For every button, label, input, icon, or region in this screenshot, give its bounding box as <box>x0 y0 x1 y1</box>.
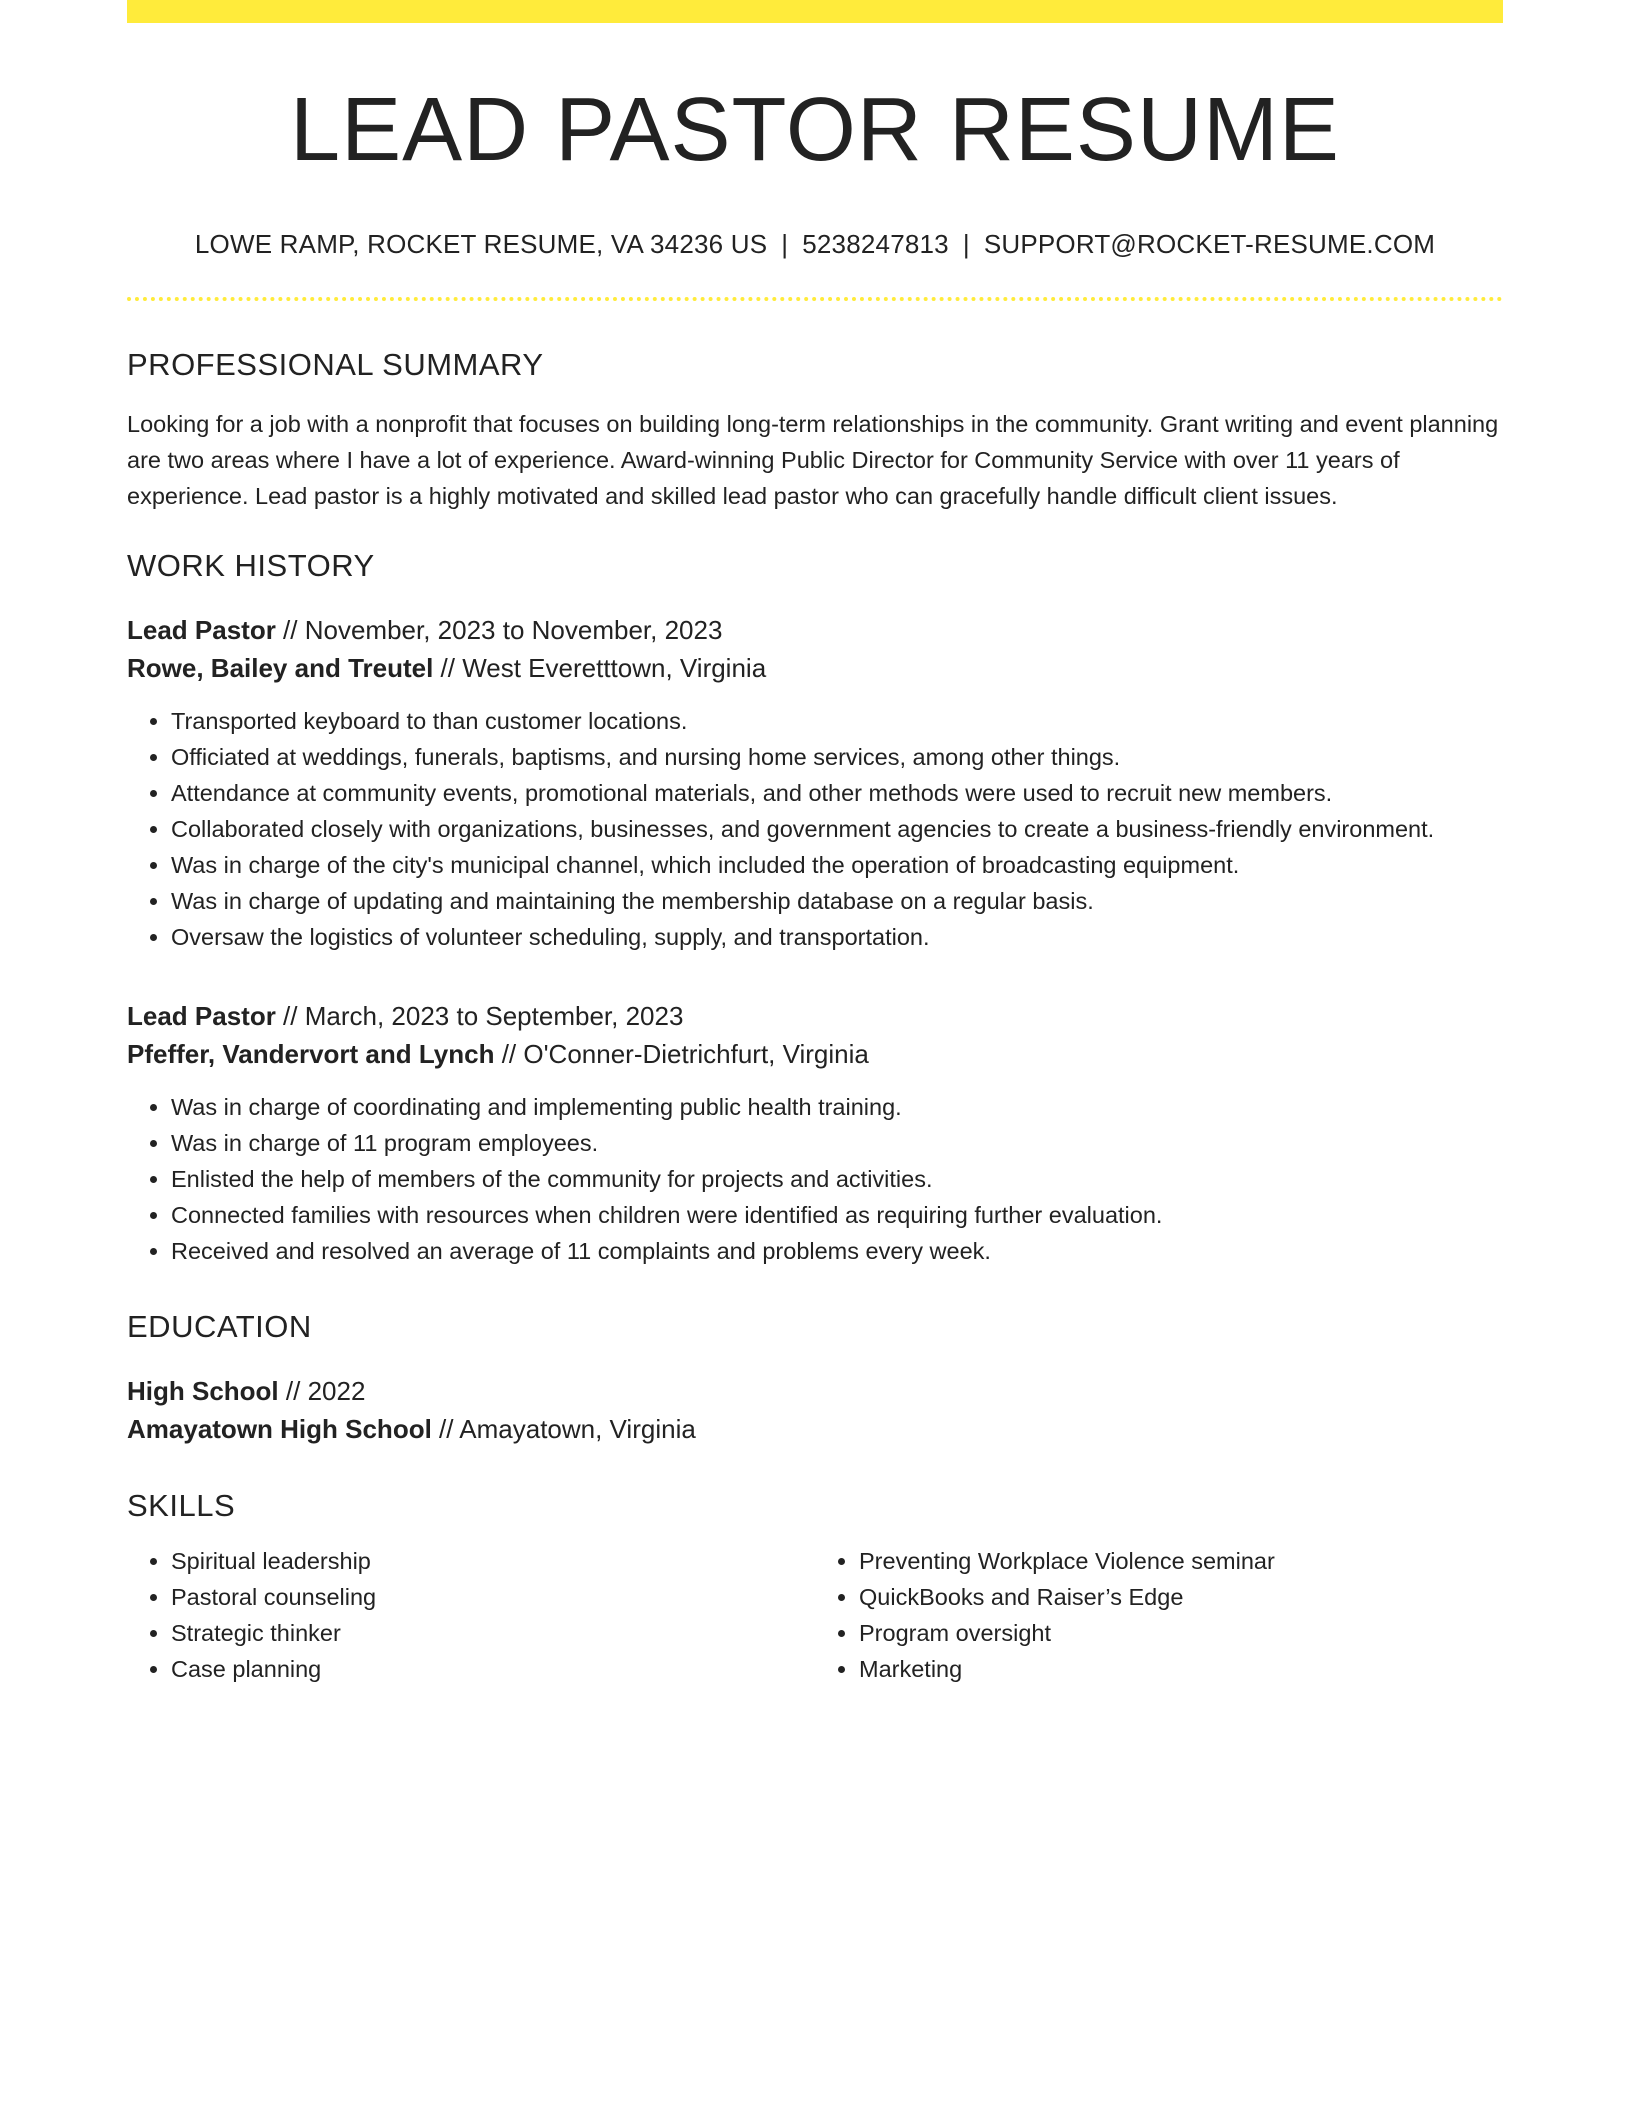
skills-list <box>127 1543 1503 1687</box>
skills-column-left <box>127 1543 815 1687</box>
job-title-line <box>127 997 1503 1035</box>
job-bullet: • Enlisted the help of members of the community for projects and activities. <box>171 1161 1503 1197</box>
education-degree-line <box>127 1372 1503 1410</box>
job-company: Rowe, Bailey and Treutel <box>127 653 434 683</box>
resume-page <box>127 0 1503 1687</box>
education-entry <box>127 1372 1503 1448</box>
job-bullet: • Oversaw the logistics of volunteer scheduling, supply, and transportation. <box>171 919 1503 955</box>
work-history-heading: WORK HISTORY <box>127 548 375 583</box>
job-location: // O'Conner-Dietrichfurt, Virginia <box>494 1039 869 1069</box>
education-school: Amayatown High School <box>127 1414 432 1444</box>
education-school-line <box>127 1410 1503 1448</box>
skill-item: • Preventing Workplace Violence seminar <box>859 1543 1503 1579</box>
contact-email: SUPPORT@ROCKET-RESUME.COM <box>983 229 1436 259</box>
skill-item: • Spiritual leadership <box>171 1543 815 1579</box>
job-bullet: • Was in charge of coordinating and implementing public health training. <box>171 1089 1503 1125</box>
skill-item: • Case planning <box>171 1651 815 1687</box>
job-company: Pfeffer, Vandervort and Lynch <box>127 1039 495 1069</box>
job-bullet: • Collaborated closely with organizations, businesses, and government agencies to create a business-friendly environment. <box>171 811 1503 847</box>
education-degree: High School <box>127 1376 279 1406</box>
job-title: Lead Pastor <box>127 615 276 645</box>
job-bullet: • Officiated at weddings, funerals, baptisms, and nursing home services, among other things. <box>171 739 1503 775</box>
contact-separator: | <box>781 229 789 259</box>
job-dates: // March, 2023 to September, 2023 <box>275 1001 684 1031</box>
skills-heading: SKILLS <box>127 1488 236 1523</box>
job-bullet: • Was in charge of the city's municipal channel, which included the operation of broadcasting equipment. <box>171 847 1503 883</box>
job-entry <box>127 997 1503 1269</box>
job-bullet: • Received and resolved an average of 11 complaints and problems every week. <box>171 1233 1503 1269</box>
job-company-line <box>127 649 1503 687</box>
job-bullets <box>127 1089 1503 1269</box>
education-location: // Amayatown, Virginia <box>431 1414 696 1444</box>
header-divider <box>127 297 1503 301</box>
education-year: // 2022 <box>278 1376 366 1406</box>
top-accent-bar <box>127 0 1503 23</box>
contact-line <box>127 231 1503 257</box>
skill-item: • Strategic thinker <box>171 1615 815 1651</box>
skill-item: • Pastoral counseling <box>171 1579 815 1615</box>
job-bullet: • Transported keyboard to than customer locations. <box>171 703 1503 739</box>
contact-address: LOWE RAMP, ROCKET RESUME, VA 34236 US <box>194 229 768 259</box>
job-title: Lead Pastor <box>127 1001 276 1031</box>
skill-item: • Program oversight <box>859 1615 1503 1651</box>
summary-heading: PROFESSIONAL SUMMARY <box>127 347 544 382</box>
job-bullet: • Was in charge of updating and maintaining the membership database on a regular basis. <box>171 883 1503 919</box>
job-location: // West Everetttown, Virginia <box>433 653 767 683</box>
skill-item: • Marketing <box>859 1651 1503 1687</box>
contact-separator: | <box>962 229 970 259</box>
job-dates: // November, 2023 to November, 2023 <box>275 615 723 645</box>
job-company-line <box>127 1035 1503 1073</box>
education-heading: EDUCATION <box>127 1309 312 1344</box>
job-entry <box>127 611 1503 955</box>
contact-phone: 5238247813 <box>802 229 949 259</box>
skill-item: • QuickBooks and Raiser’s Edge <box>859 1579 1503 1615</box>
job-bullet: • Was in charge of 11 program employees. <box>171 1125 1503 1161</box>
job-title-line <box>127 611 1503 649</box>
job-bullet: • Attendance at community events, promotional materials, and other methods were used to recruit new members. <box>171 775 1503 811</box>
job-bullets <box>127 703 1503 955</box>
job-bullet: • Connected families with resources when children were identified as requiring further evaluation. <box>171 1197 1503 1233</box>
page-title: LEAD PASTOR RESUME <box>290 80 1340 180</box>
skills-column-right <box>815 1543 1503 1687</box>
summary-text: Looking for a job with a nonprofit that focuses on building long-term relationships in the community. Grant writing and event planning are two areas where I have a lot of experience. Award-winning Public Director for Community Service with over 11 years of experience. Lead pastor is a highly motivated and skilled lead pastor who can gracefully handle difficult client issues. <box>127 411 1499 509</box>
